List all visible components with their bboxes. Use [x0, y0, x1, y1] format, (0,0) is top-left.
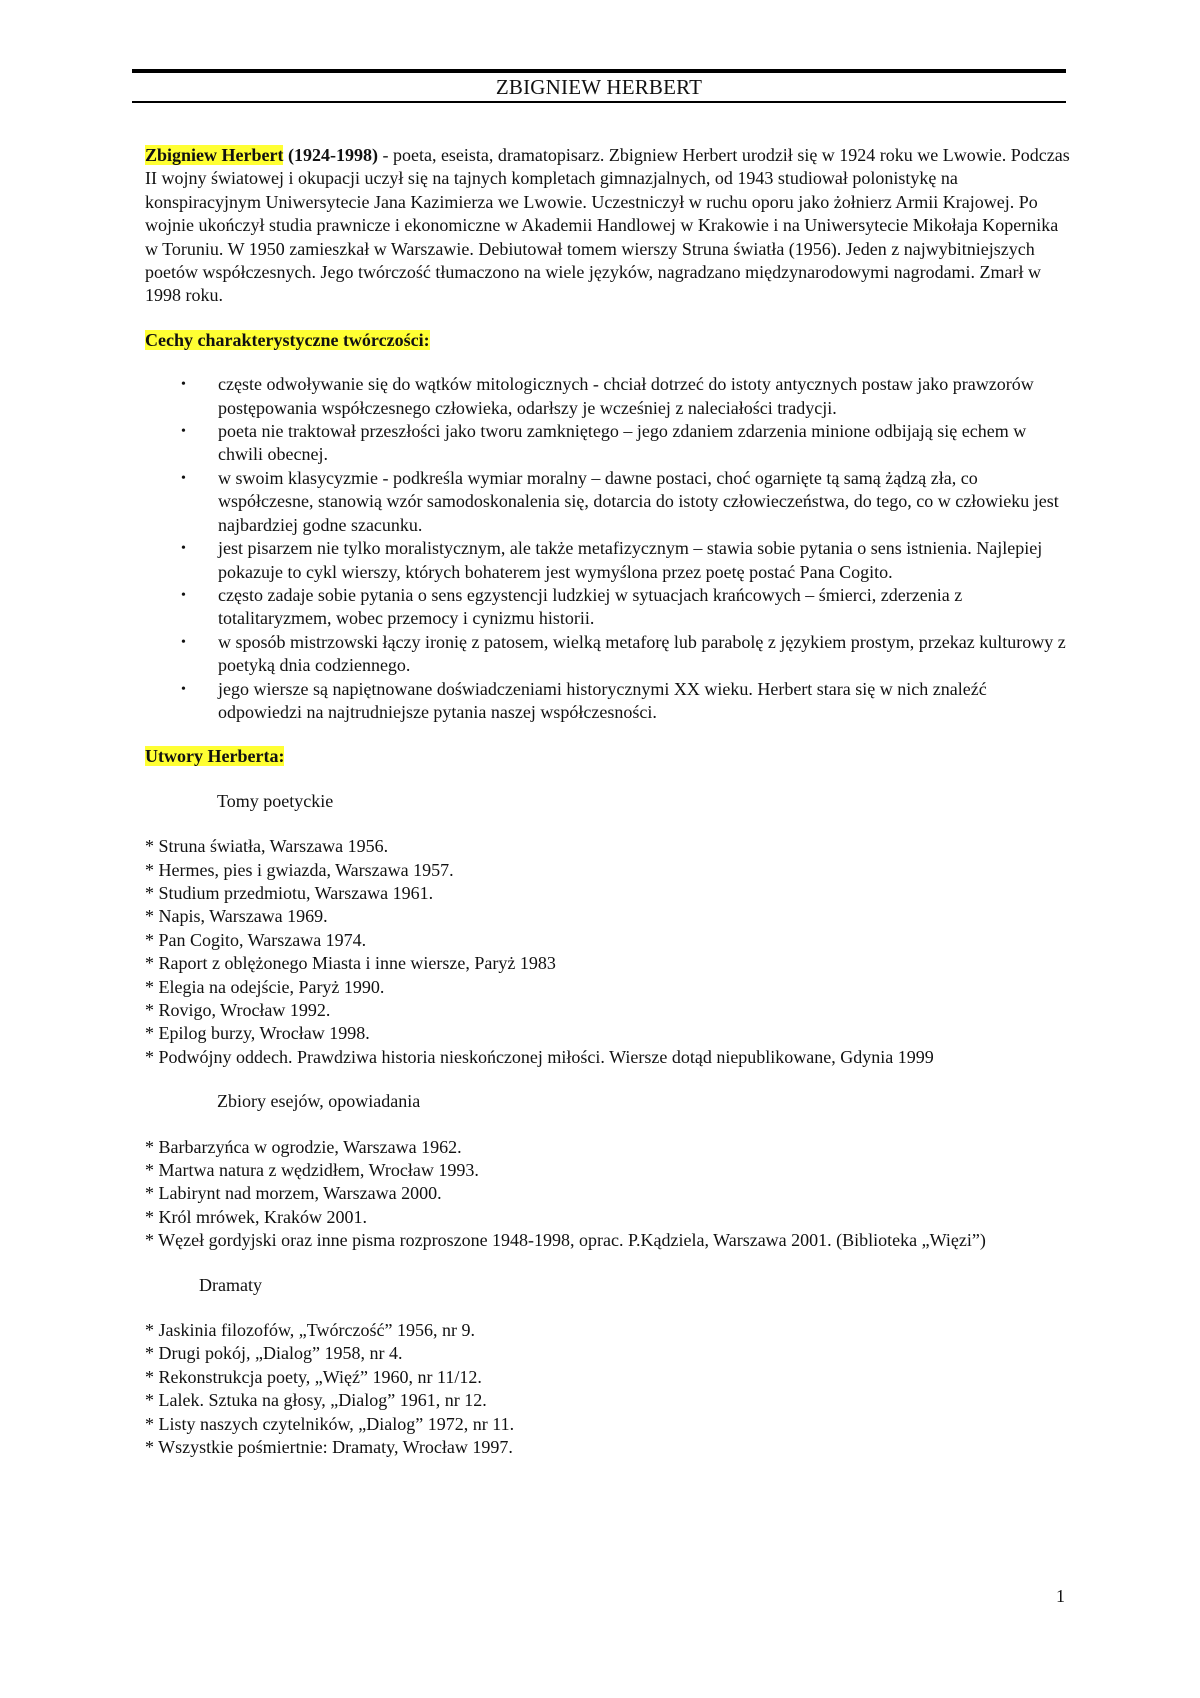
- list-item: • jego wiersze są napiętnowane doświadczeniami historycznymi XX wieku. Herbert stara się w nich znaleźć odpowiedzi na najtrudniejsze pytania naszej współczesności.: [181, 678, 987, 722]
- author-dates: (1924-1998): [287, 145, 378, 165]
- intro-text: - poeta, eseista, dramatopisarz. Zbigniew Herbert urodził się w 1924 roku we Lwowie. Podczas II wojny światowej i okupacji uczył się na tajnych kompletach gimnazjalnych, od 1943 studiował polonistykę na konspiracyjnym Uniwersytecie Jana Kazimierza we Lwowie. Uczestniczył w ruchu oporu jako żołnierz Armii Krajowej. Po wojnie ukończył studia prawnicze i ekonomiczne w Akademii Handlowej w Krakowie i na Uniwersytecie Mikołaja Kopernika w Toruniu. W 1950 zamieszkał w Warszawie. Debiutował tomem wierszy Struna światła (1956). Jeden z najwybitniejszych poetów współczesnych. Jego twórczość tłumaczono na wiele języków, nagradzano międzynarodowymi nagrodami. Zmarł w 1998 roku.: [145, 145, 1070, 306]
- list-item: * Struna światła, Warszawa 1956.: [145, 836, 389, 857]
- list-item: * Węzeł gordyjski oraz inne pisma rozproszone 1948-1998, oprac. P.Kądziela, Warszawa 2001. (Biblioteka „Więzi”): [145, 1230, 986, 1251]
- essays-subheading: Zbiory esejów, opowiadania: [217, 1091, 421, 1112]
- list-item: * Rovigo, Wrocław 1992.: [145, 1000, 331, 1020]
- bullet-icon: •: [181, 377, 186, 393]
- list-item: • w swoim klasycyzmie - podkreśla wymiar moralny – dawne postaci, choć ogarnięte tą samą żądzą zła, co współczesne, stanowią wzór samodoskonalenia się, dotarcia do istoty człowieczeństwa, do tego, co w człowieku jest najbardziej godne szacunku.: [181, 467, 1059, 535]
- list-item: * Elegia na odejście, Paryż 1990.: [145, 976, 385, 997]
- title-top-rule: [132, 69, 1066, 73]
- list-item: * Pan Cogito, Warszawa 1974.: [145, 929, 367, 950]
- features-list: [145, 373, 1070, 724]
- list-item: * Epilog burzy, Wrocław 1998.: [145, 1023, 370, 1044]
- list-item: * Podwójny oddech. Prawdziwa historia nieskończonej miłości. Wiersze dotąd niepublikowane, Gdynia 1999: [145, 1046, 934, 1067]
- list-item: * Jaskinia filozofów, „Twórczość” 1956, nr 9.: [145, 1320, 475, 1341]
- list-item: • częste odwoływanie się do wątków mitologicznych - chciał dotrzeć do istoty antycznych postaw jako prawzorów postępowania współczesnego człowieka, odarłszy je wcześniej z naleciałości tradycji.: [181, 374, 1034, 418]
- list-item: • jest pisarzem nie tylko moralistycznym, ale także metafizycznym – stawia sobie pytania o sens istnienia. Najlepiej pokazuje to cykl wierszy, których bohaterem jest wymyślona przez poetę postać Pana Cogito.: [181, 538, 1043, 582]
- list-item: * Król mrówek, Kraków 2001.: [145, 1206, 367, 1227]
- document-body: [145, 144, 1070, 1460]
- bullet-icon: •: [181, 424, 186, 440]
- title-bottom-rule: [132, 101, 1066, 103]
- intro-paragraph: [145, 144, 1070, 308]
- list-item: * Studium przedmiotu, Warszawa 1961.: [145, 882, 434, 903]
- list-item: • często zadaje sobie pytania o sens egzystencji ludzkiej w sytuacjach krańcowych – śmierci, zderzenia z totalitaryzmem, wobec przemocy i cynizmu historii.: [181, 584, 963, 629]
- dramas-list: [145, 1319, 1070, 1459]
- page-number: 1: [1056, 1586, 1065, 1606]
- list-item: * Lalek. Sztuka na głosy, „Dialog” 1961, nr 12.: [145, 1390, 487, 1411]
- list-item: * Drugi pokój, „Dialog” 1958, nr 4.: [145, 1343, 403, 1364]
- list-item: * Listy naszych czytelników, „Dialog” 1972, nr 11.: [145, 1413, 515, 1434]
- essays-list: [145, 1136, 1070, 1253]
- poetry-subheading: Tomy poetyckie: [217, 790, 334, 811]
- list-item: * Martwa natura z wędzidłem, Wrocław 1993.: [145, 1160, 479, 1181]
- list-item: * Napis, Warszawa 1969.: [145, 906, 328, 927]
- bullet-icon: •: [181, 541, 186, 557]
- poetry-list: [145, 835, 1070, 1069]
- dramas-subheading: Dramaty: [199, 1274, 262, 1295]
- bullet-icon: •: [181, 634, 186, 650]
- bullet-icon: •: [181, 681, 186, 697]
- list-item: * Rekonstrukcja poety, „Więź” 1960, nr 11/12.: [145, 1366, 482, 1387]
- list-item: * Hermes, pies i gwiazda, Warszawa 1957.: [145, 859, 454, 880]
- list-item: * Barbarzyńca w ogrodzie, Warszawa 1962.: [145, 1136, 462, 1157]
- page-title: ZBIGNIEW HERBERT: [495, 75, 703, 99]
- bullet-icon: •: [181, 587, 186, 603]
- works-heading: Utwory Herberta:: [145, 746, 285, 767]
- features-heading: Cechy charakterystyczne twórczości:: [145, 329, 430, 350]
- list-item: * Raport z oblężonego Miasta i inne wiersze, Paryż 1983: [145, 953, 556, 974]
- list-item: * Wszystkie pośmiertnie: Dramaty, Wrocław 1997.: [145, 1437, 513, 1458]
- list-item: • w sposób mistrzowski łączy ironię z patosem, wielką metaforę lub parabolę z językiem prostym, przekaz kulturowy z poetyką dnia codziennego.: [181, 631, 1066, 676]
- list-item: * Labirynt nad morzem, Warszawa 2000.: [145, 1183, 442, 1204]
- author-name: Zbigniew Herbert: [145, 145, 284, 165]
- bullet-icon: •: [181, 470, 186, 486]
- list-item: • poeta nie traktował przeszłości jako tworu zamkniętego – jego zdaniem zdarzenia minione odbijają się echem w chwili obecnej.: [181, 421, 1027, 465]
